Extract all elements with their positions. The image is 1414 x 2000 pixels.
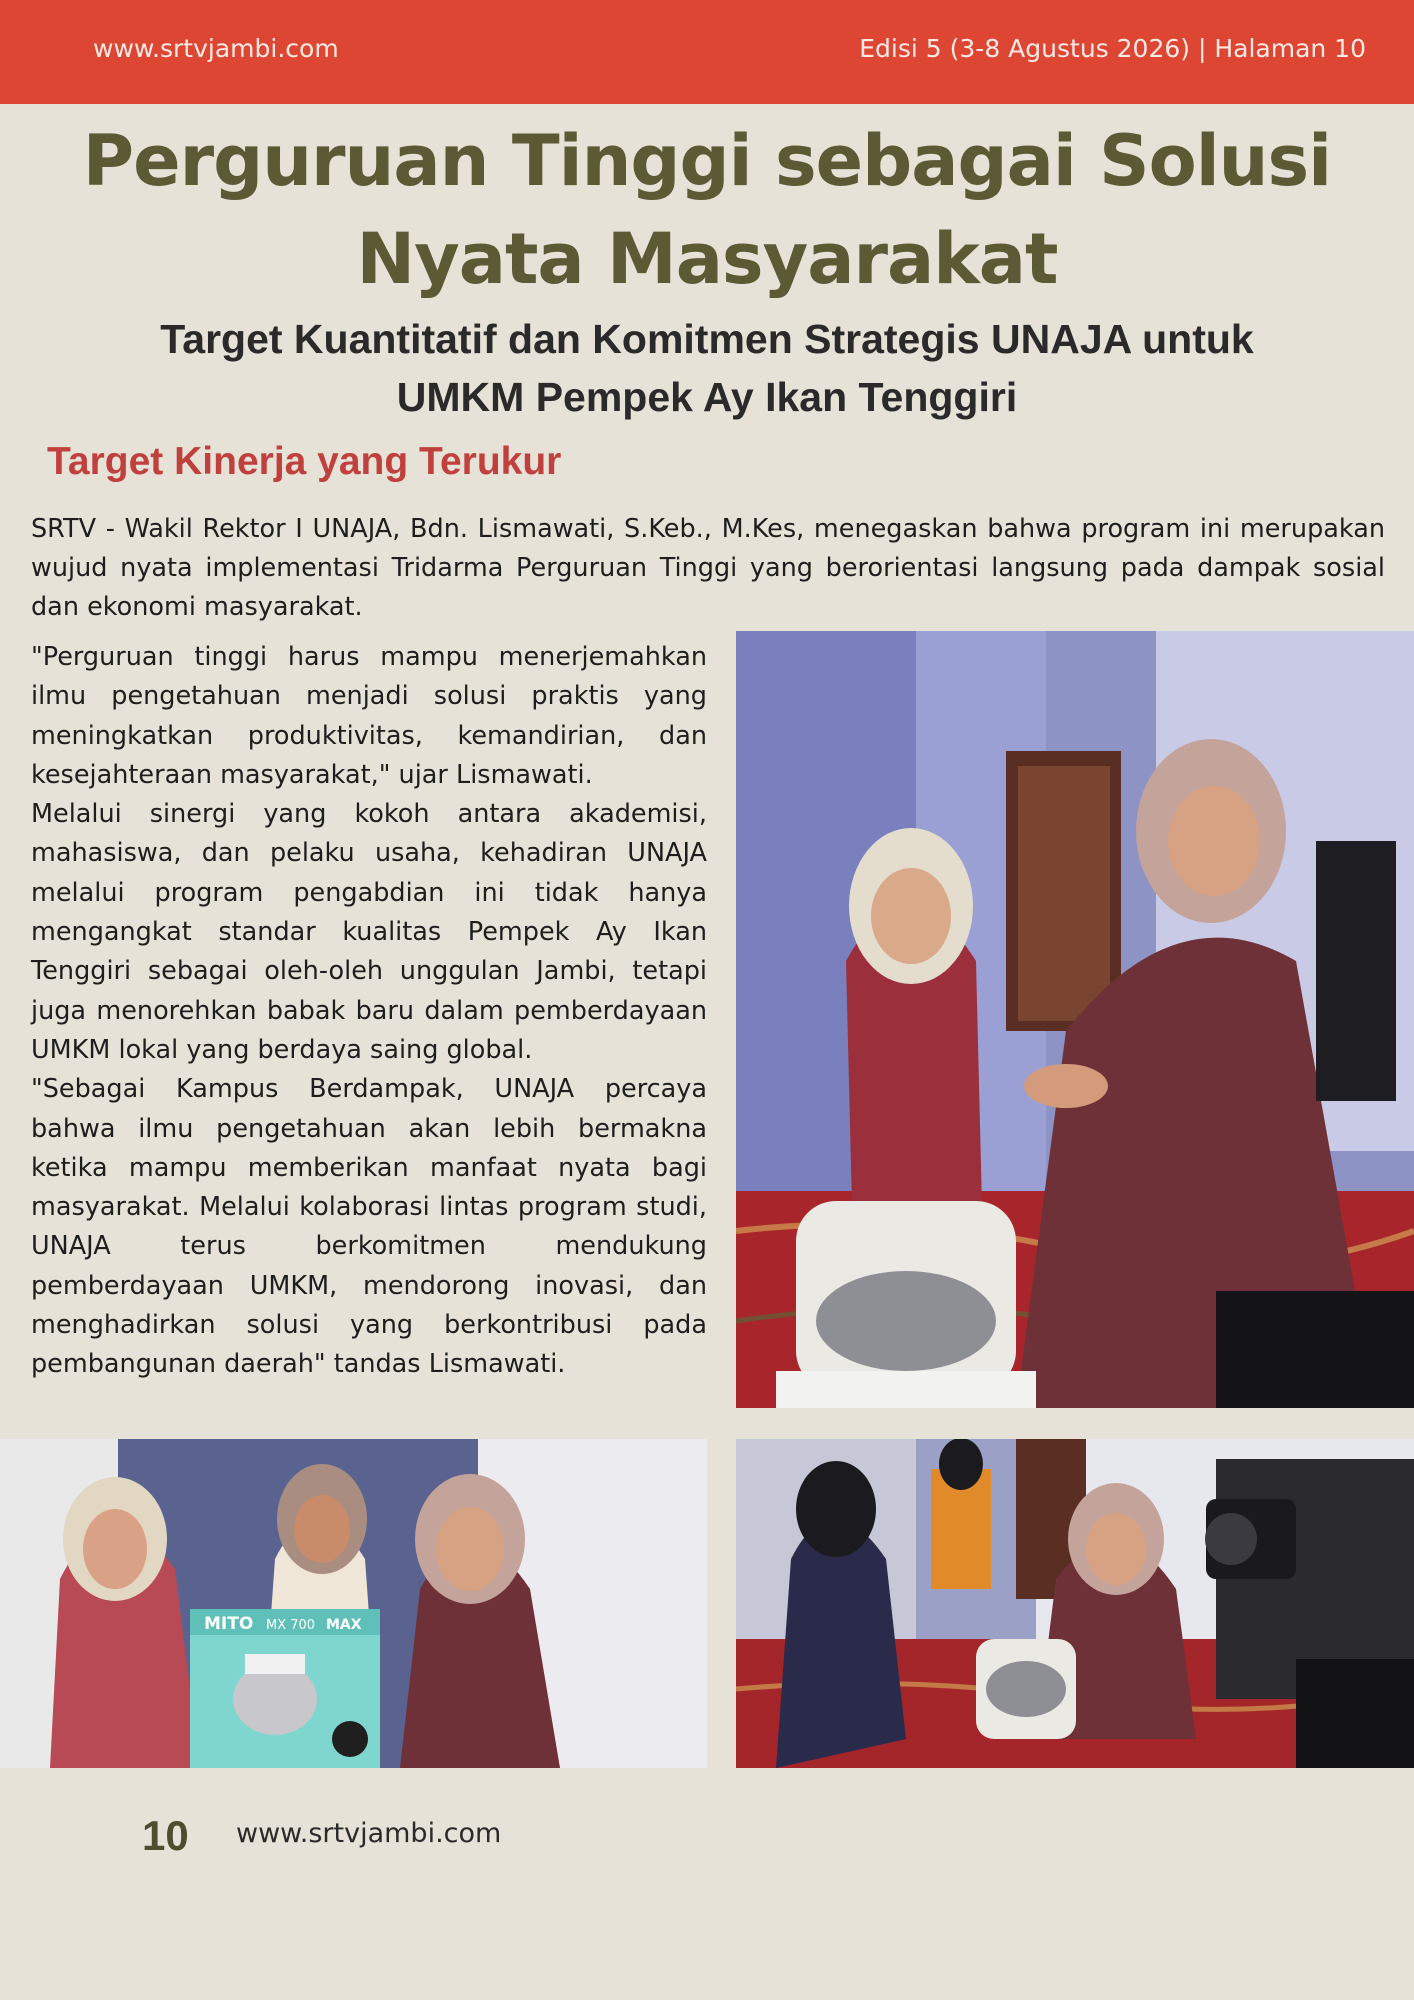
photo-group-illustration xyxy=(0,1439,707,1768)
photo-photographer-scene xyxy=(736,1439,1414,1768)
section-heading: Target Kinerja yang Terukur xyxy=(47,440,562,483)
footer-site-link[interactable]: www.srtvjambi.com xyxy=(236,1818,502,1849)
photo-photographer-illustration xyxy=(736,1439,1414,1768)
paragraph-quote-1: "Perguruan tinggi harus mampu menerjemahkan ilmu pengetahuan menjadi solusi praktis yang meningkatkan produktivitas, kemandirian, dan kesejahteraan masyarakat," ujar Lismawati. xyxy=(31,642,707,790)
edition-info: Edisi 5 (3-8 Agustus 2026) | Halaman 10 xyxy=(859,34,1366,63)
subtitle-line-1: Target Kuantitatif dan Komitmen Strategis UNAJA untuk xyxy=(160,316,1254,362)
paragraph-synergy: Melalui sinergi yang kokoh antara akademisi, mahasiswa, dan pelaku usaha, kehadiran UNAJA melalui program pengabdian ini tidak hanya mengangkat standar kualitas Pempek Ay Ikan Tenggiri sebagai oleh-oleh unggulan Jambi, tetapi juga menorehkan babak baru dalam pemberdayaan UMKM lokal yang berdaya saing global. xyxy=(31,799,707,1065)
box-badge-text: MAX xyxy=(326,1617,362,1633)
top-banner xyxy=(0,0,1414,104)
article-subtitle xyxy=(140,310,1274,426)
photo-handshake-illustration xyxy=(736,631,1414,1408)
intro-paragraph: SRTV - Wakil Rektor I UNAJA, Bdn. Lismawati, S.Keb., M.Kes, menegaskan bahwa program ini merupakan wujud nyata implementasi Tridarma Perguruan Tinggi yang berorientasi langsung pada dampak sosial dan ekonomi masyarakat. xyxy=(31,514,1385,622)
subtitle-line-2: UMKM Pempek Ay Ikan Tenggiri xyxy=(396,374,1018,420)
paragraph-quote-2: "Sebagai Kampus Berdampak, UNAJA percaya bahwa ilmu pengetahuan akan lebih bermakna ketika mampu memberikan manfaat nyata bagi masyarakat. Melalui kolaborasi lintas program studi, UNAJA terus berkomitmen mendukung pemberdayaan UMKM, mendorong inovasi, dan menghadirkan solusi yang berkontribusi pada pembangunan daerah" tandas Lismawati. xyxy=(31,1074,707,1380)
photo-group-mixer-box xyxy=(0,1439,707,1768)
header-site-link[interactable]: www.srtvjambi.com xyxy=(93,34,339,63)
box-model-text: MX 700 xyxy=(266,1618,316,1633)
box-brand-text: MITO xyxy=(204,1614,254,1634)
page-number: 10 xyxy=(142,1812,189,1859)
photo-handshake xyxy=(736,631,1414,1408)
title-line-1: Perguruan Tinggi sebagai Solusi xyxy=(82,120,1332,202)
article-title xyxy=(0,112,1414,308)
title-line-2: Nyata Masyarakat xyxy=(356,218,1058,300)
article-body xyxy=(31,638,707,1385)
